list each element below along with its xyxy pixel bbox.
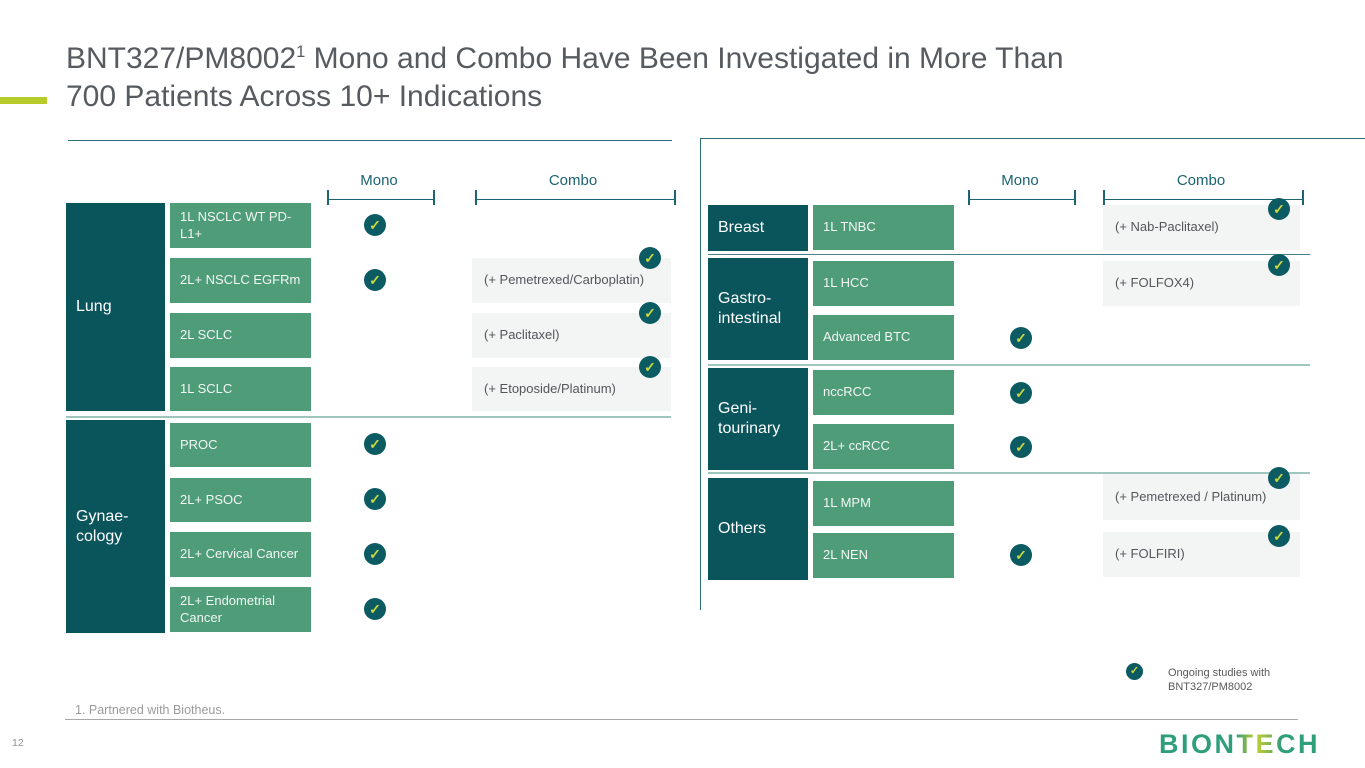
indication-cell: 2L+ Endometrial Cancer bbox=[170, 587, 311, 632]
legend-check-icon: ✓ bbox=[1126, 663, 1143, 680]
mono-check-icon: ✓ bbox=[1010, 544, 1032, 566]
indication-cell: 2L SCLC bbox=[170, 313, 311, 358]
combo-check-icon: ✓ bbox=[1268, 467, 1290, 489]
right-table-top-rule bbox=[700, 138, 1365, 139]
combo-label: (+ Etoposide/Platinum) bbox=[484, 380, 616, 396]
right-mono-column-header: Mono bbox=[1001, 172, 1039, 189]
indication-cell: Advanced BTC bbox=[813, 315, 954, 360]
combo-cell bbox=[1103, 528, 1300, 577]
page-number: 12 bbox=[12, 737, 24, 749]
category-cell-breast: Breast bbox=[708, 205, 808, 251]
indication-cell: 2L+ Cervical Cancer bbox=[170, 532, 311, 577]
indication-cell: 2L+ ccRCC bbox=[813, 424, 954, 469]
combo-check-icon: ✓ bbox=[639, 302, 661, 324]
left-combo-column-header: Combo bbox=[548, 172, 598, 189]
left-table-top-rule bbox=[68, 140, 672, 141]
indication-cell: 1L MPM bbox=[813, 481, 954, 526]
mono-check-icon: ✓ bbox=[364, 488, 386, 510]
combo-cell bbox=[472, 359, 671, 411]
right-group-divider bbox=[708, 364, 1310, 366]
mono-check-icon: ✓ bbox=[1010, 436, 1032, 458]
accent-bar bbox=[0, 97, 47, 104]
combo-label: (+ Nab-Paclitaxel) bbox=[1115, 219, 1219, 235]
combo-label: (+ FOLFIRI) bbox=[1115, 546, 1185, 562]
indication-cell: 1L TNBC bbox=[813, 205, 954, 250]
left-group-divider bbox=[66, 416, 671, 418]
indication-cell: 2L NEN bbox=[813, 533, 954, 578]
category-cell-gynaecology: Gynae-cology bbox=[66, 420, 165, 633]
mono-check-icon: ✓ bbox=[364, 543, 386, 565]
combo-cell bbox=[1103, 470, 1300, 520]
footnote: 1. Partnered with Biotheus. bbox=[75, 703, 226, 717]
indication-cell: 1L NSCLC WT PD-L1+ bbox=[170, 203, 311, 248]
indication-cell: nccRCC bbox=[813, 370, 954, 415]
mono-check-icon: ✓ bbox=[364, 598, 386, 620]
right-combo-column-header: Combo bbox=[1176, 172, 1226, 189]
mono-check-icon: ✓ bbox=[364, 269, 386, 291]
right-group-divider bbox=[708, 254, 1310, 255]
mono-check-icon: ✓ bbox=[364, 433, 386, 455]
category-cell-genitourinary: Geni-tourinary bbox=[708, 368, 808, 470]
title-superscript: 1 bbox=[296, 43, 306, 61]
indication-cell: 2L+ PSOC bbox=[170, 478, 311, 522]
title-drug: BNT327/PM8002 bbox=[66, 42, 297, 75]
mono-check-icon: ✓ bbox=[1010, 327, 1032, 349]
legend-label: Ongoing studies with BNT327/PM8002 bbox=[1168, 667, 1271, 693]
combo-check-icon: ✓ bbox=[639, 247, 661, 269]
combo-label: (+ Pemetrexed / Platinum) bbox=[1115, 488, 1267, 504]
combo-cell bbox=[472, 250, 671, 303]
title-line1: Mono and Combo Have Been Investigated in More Than bbox=[305, 42, 1064, 75]
biontech-logo: BIONTECH bbox=[1159, 729, 1320, 759]
indication-cell: 1L SCLC bbox=[170, 367, 311, 411]
left-mono-bracket bbox=[327, 190, 435, 205]
combo-check-icon: ✓ bbox=[1268, 525, 1290, 547]
combo-cell bbox=[1103, 257, 1300, 306]
category-cell-others: Others bbox=[708, 478, 808, 580]
combo-label: (+ Pemetrexed/Carboplatin) bbox=[484, 272, 645, 288]
mono-check-icon: ✓ bbox=[1010, 382, 1032, 404]
combo-check-icon: ✓ bbox=[1268, 254, 1290, 276]
indication-cell: PROC bbox=[170, 423, 311, 467]
combo-label: (+ Paclitaxel) bbox=[484, 327, 560, 343]
page-title bbox=[66, 40, 1246, 116]
category-cell-gastrointestinal: Gastro-intestinal bbox=[708, 258, 808, 360]
indication-cell: 1L HCC bbox=[813, 261, 954, 306]
combo-check-icon: ✓ bbox=[639, 356, 661, 378]
category-cell-lung: Lung bbox=[66, 203, 165, 411]
indication-cell: 2L+ NSCLC EGFRm bbox=[170, 258, 311, 303]
combo-label: (+ FOLFOX4) bbox=[1115, 275, 1195, 291]
footer-divider bbox=[65, 719, 1298, 720]
right-mono-bracket bbox=[968, 190, 1076, 205]
combo-cell bbox=[472, 305, 671, 358]
mono-check-icon: ✓ bbox=[364, 214, 386, 236]
combo-check-icon: ✓ bbox=[1268, 198, 1290, 220]
left-combo-bracket bbox=[475, 190, 676, 205]
right-table-left-rule bbox=[700, 138, 701, 610]
left-mono-column-header: Mono bbox=[360, 172, 398, 189]
combo-cell bbox=[1103, 201, 1300, 250]
title-line2: 700 Patients Across 10+ Indications bbox=[66, 80, 543, 113]
